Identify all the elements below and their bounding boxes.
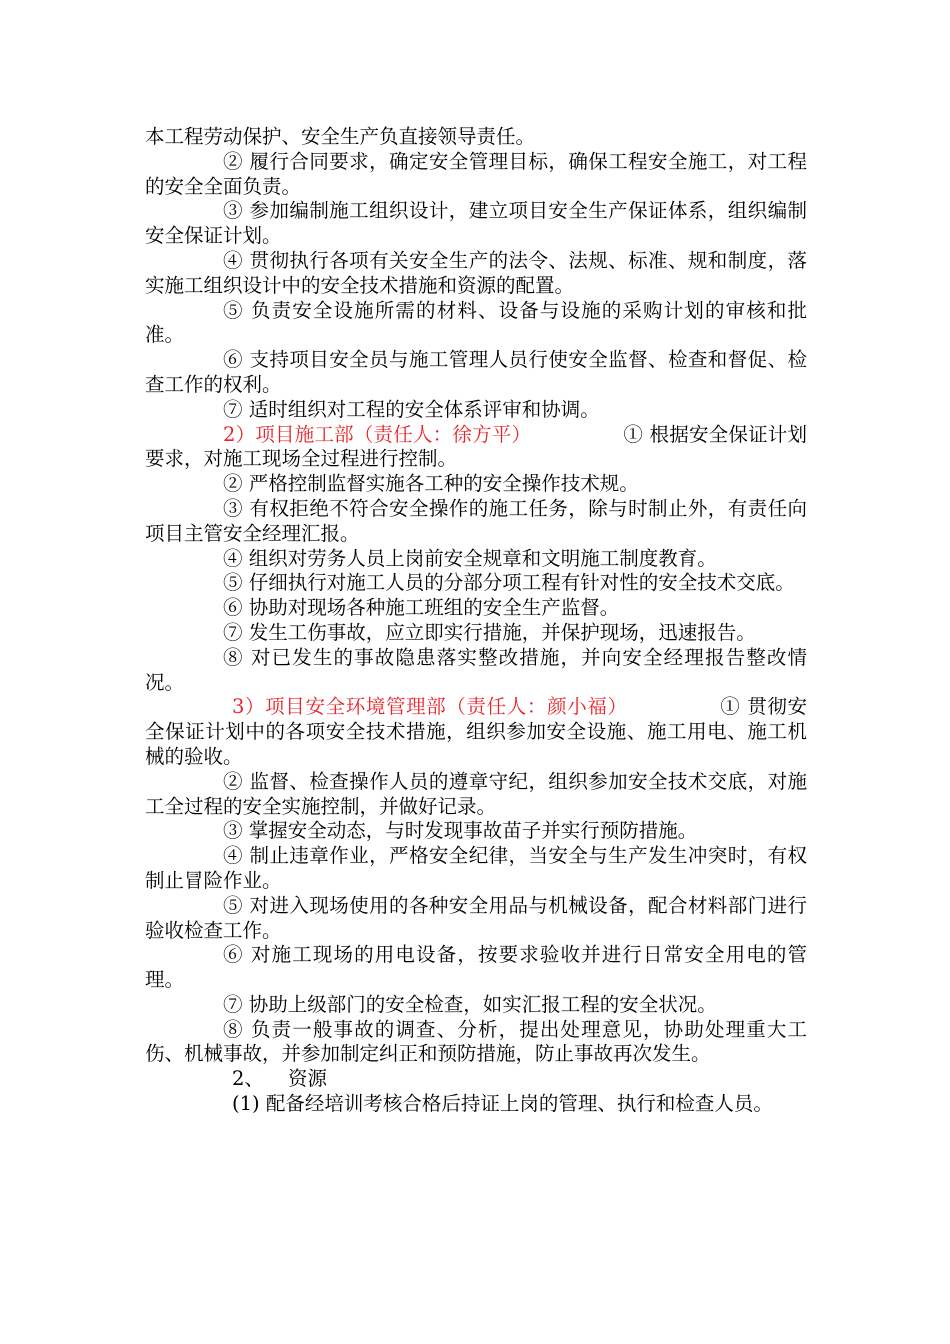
document-page [145,125,807,1117]
paragraph: ⑦ 适时组织对工程的安全体系评审和协调。 [223,397,600,421]
paragraph: ④ 制止违章作业，严格安全纪律，当安全与生产发生冲突时，有权制止冒险作业。 [145,844,807,892]
paragraph: ④ 组织对劳务人员上岗前安全规章和文明施工制度教育。 [223,546,717,570]
paragraph: (1) 配备经培训考核合格后持证上岗的管理、执行和检查人员。 [232,1092,773,1116]
paragraph: ⑦ 协助上级部门的安全检查，如实汇报工程的安全状况。 [223,992,717,1016]
paragraph: ② 履行合同要求，确定安全管理目标，确保工程安全施工，对工程的安全全面负责。 [145,149,807,198]
paragraph: ③ 参加编制施工组织设计，建立项目安全生产保证体系，组织编制安全保证计划。 [145,199,807,248]
paragraph: ③ 有权拒绝不符合安全操作的施工任务，除与时制止外，有责任向项目主管安全经理汇报。 [145,496,807,545]
paragraph: ② 监督、检查操作人员的遵章守纪，组织参加安全技术交底，对施工全过程的安全实施控制，并做好记录。 [145,769,807,818]
paragraph: ⑤ 对进入现场使用的各种安全用品与机械设备，配合材料部门进行验收检查工作。 [145,893,807,942]
resources-number: 2、 [232,1067,264,1091]
section-3-lead-paragraph [145,695,807,769]
paragraph: ⑥ 对施工现场的用电设备，按要求验收并进行日常安全用电的管理。 [145,943,807,992]
resources-title: 资源 [288,1067,328,1091]
section-3-lead: ① 贯彻安全保证计划中的各项安全技术措施，组织参加安全设施、施工用电、施工机械的验收。 [145,695,807,768]
paragraph: ⑧ 对已发生的事故隐患落实整改措施，并向安全经理报告整改情况。 [145,645,807,694]
paragraph: ⑥ 协助对现场各种施工班组的安全生产监督。 [223,596,620,620]
paragraph: ⑧ 负责一般事故的调查、分析，提出处理意见，协助处理重大工伤、机械事故，并参加制定纠正和预防措施，防止事故再次发生。 [145,1017,807,1066]
paragraph: ⑦ 发生工伤事故，应立即实行措施，并保护现场，迅速报告。 [223,620,756,644]
section-2-heading: 2）项目施工部（责任人：徐方平） [223,422,532,446]
paragraph: 本工程劳动保护、安全生产负直接领导责任。 [145,125,536,148]
paragraph: ② 严格控制监督实施各工种的安全操作技术规。 [223,472,639,496]
section-2-lead: ① 根据安全保证计划要求，对施工现场全过程进行控制。 [145,422,807,471]
section-3-heading: 3）项目安全环境管理部（责任人：颜小福） [232,695,628,719]
paragraph: ④ 贯彻执行各项有关安全生产的法令、法规、标准、规和制度，落实施工组织设计中的安全技术措施和资源的配置。 [145,248,807,297]
paragraph: ⑥ 支持项目安全员与施工管理人员行使安全监督、检查和督促、检查工作的权利。 [145,348,807,396]
paragraph: ⑤ 仔细执行对施工人员的分部分项工程有针对性的安全技术交底。 [223,571,795,595]
paragraph: ③ 掌握安全动态，与时发现事故苗子并实行预防措施。 [223,819,698,843]
resources-heading [145,1067,807,1092]
section-2-lead-paragraph [145,423,807,473]
paragraph: ⑤ 负责安全设施所需的材料、设备与设施的采购计划的审核和批准。 [145,298,807,347]
